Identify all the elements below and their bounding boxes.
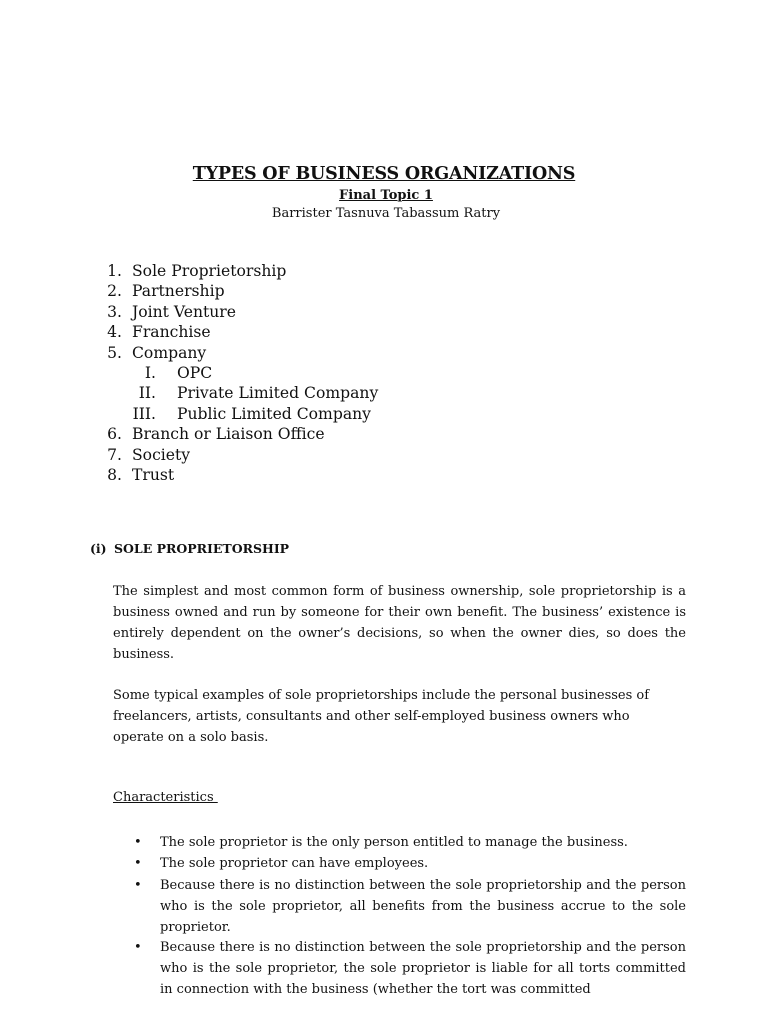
toc-subitem-label: Public Limited Company <box>177 404 371 423</box>
toc-subitem-number: II. <box>138 384 156 403</box>
toc-item-label: Partnership <box>132 282 225 301</box>
bullet-icon: • <box>134 878 142 893</box>
toc-item-label: Trust <box>132 466 175 484</box>
toc-item-label: Society <box>132 445 191 464</box>
toc-subitem-label: Private Limited Company <box>177 384 379 403</box>
toc-item-label: Sole Proprietorship <box>132 262 287 280</box>
paragraph: The simplest and most common form of business ownership, sole proprietorship is a business owned and run by someone for their own benefit. The business’ existence is entirely dependent on the owner’s decisions, so when the owner dies, so does the business. <box>113 584 686 662</box>
toc-item-number: 1. <box>107 262 122 280</box>
list-item-text: Because there is no distinction between the sole proprietorship and the person who is the sole proprietor, all benefits from the business accrue to the sole proprietor. <box>160 878 686 935</box>
list-item-text: The sole proprietor can have employees. <box>160 856 429 871</box>
toc-item-number: 6. <box>107 425 122 444</box>
section-title: SOLE PROPRIETORSHIP <box>114 541 290 556</box>
toc-subitem-number: III. <box>132 404 156 423</box>
document-title: TYPES OF BUSINESS ORGANIZATIONS <box>192 164 576 184</box>
document-subtitle: Final Topic 1 <box>339 188 433 203</box>
document-author: Barrister Tasnuva Tabassum Ratry <box>271 206 501 221</box>
list-item-text: The sole proprietor is the only person entitled to manage the business. <box>160 835 628 850</box>
toc-item-number: 4. <box>107 323 122 342</box>
toc-subitem-number: I. <box>144 364 156 382</box>
toc-item-number: 3. <box>107 302 122 321</box>
bullet-icon: • <box>134 940 142 955</box>
toc-item-number: 7. <box>107 445 122 464</box>
toc-item-label: Joint Venture <box>132 302 236 321</box>
toc-item-label: Franchise <box>132 323 211 342</box>
list-item-text: Because there is no distinction between the sole proprietorship and the person who is the sole proprietor, the sole proprietor is liable for all torts committed in connection with the business (whether the tort was committed <box>160 940 686 997</box>
paragraph: Some typical examples of sole proprietorships include the personal businesses of freelancers, artists, consultants and other self-employed business owners who operate on a solo basis. <box>113 688 650 745</box>
toc-item-number: 8. <box>107 466 122 484</box>
characteristics-heading: Characteristics <box>113 790 218 805</box>
bullet-icon: • <box>134 835 142 850</box>
toc-subitem-label: OPC <box>177 364 213 382</box>
section-number: (i) <box>90 541 107 556</box>
toc-item-label: Branch or Liaison Office <box>132 425 325 444</box>
bullet-icon: • <box>134 856 142 871</box>
toc-item-label: Company <box>132 343 207 362</box>
toc-item-number: 5. <box>107 343 122 362</box>
toc-item-number: 2. <box>107 282 122 301</box>
